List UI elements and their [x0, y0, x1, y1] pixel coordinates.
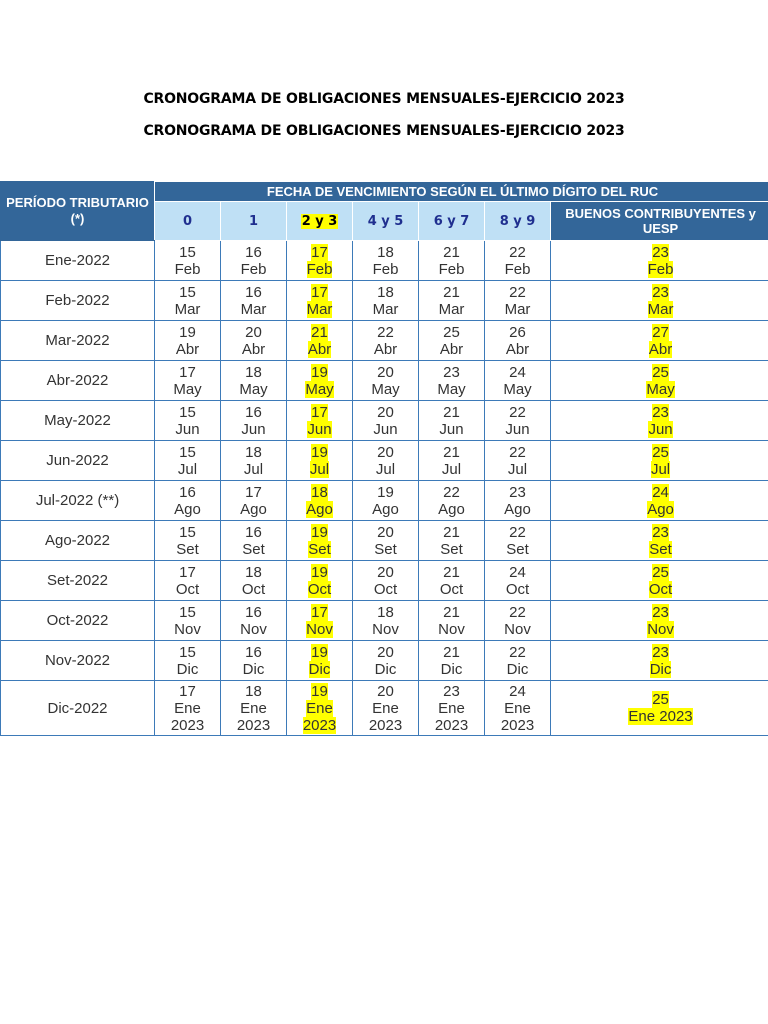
table-row	[1, 241, 768, 281]
buenos-date-part: Set	[649, 540, 672, 558]
period-cell: Feb-2022	[1, 281, 155, 321]
table-row	[1, 361, 768, 401]
due-date-part: Feb	[240, 260, 267, 278]
due-date-part: 22	[509, 443, 526, 461]
due-date-part: Mar	[504, 300, 531, 318]
due-date-part: 16	[245, 243, 262, 261]
buenos-date-cell	[551, 601, 768, 641]
due-date-part: Jun	[373, 420, 398, 438]
due-date-cell	[353, 561, 419, 601]
buenos-date-part: Ene 2023	[628, 708, 693, 725]
due-date-part: 17	[311, 243, 328, 261]
buenos-date-part: 23	[652, 643, 669, 661]
period-cell: Dic-2022	[1, 681, 155, 736]
due-date-cell	[221, 561, 287, 601]
due-date-part: Nov	[504, 620, 531, 638]
buenos-date-part: Mar	[647, 300, 674, 318]
due-date-cell	[353, 521, 419, 561]
due-date-cell	[221, 241, 287, 281]
due-date-cell	[419, 361, 485, 401]
buenos-date-part: May	[646, 380, 675, 398]
due-date-part: 15	[179, 523, 196, 541]
due-date-part: 24	[509, 563, 526, 581]
buenos-date-cell	[551, 321, 768, 361]
due-date-part: 21	[443, 603, 460, 621]
due-date-part: May	[503, 380, 532, 398]
due-date-part: Jun	[241, 420, 266, 438]
due-date-part: Dic	[242, 660, 265, 678]
table-row	[1, 401, 768, 441]
due-date-part: 16	[245, 643, 262, 661]
due-date-cell	[485, 281, 551, 321]
due-date-cell	[419, 481, 485, 521]
due-date-part: Abr	[439, 340, 464, 358]
due-date-part: 22	[377, 323, 394, 341]
due-date-part: 19	[311, 363, 328, 381]
table-row	[1, 641, 768, 681]
due-date-part: Jul	[441, 460, 462, 478]
due-date-part: May	[239, 380, 268, 398]
due-date-part: Set	[440, 540, 463, 558]
due-date-cell	[155, 441, 221, 481]
due-date-part: Ago	[174, 500, 201, 518]
due-date-cell	[419, 641, 485, 681]
due-date-cell-highlighted	[287, 401, 353, 441]
buenos-date-cell	[551, 641, 768, 681]
due-date-part: Jun	[439, 420, 464, 438]
due-date-cell	[485, 361, 551, 401]
due-date-part: Oct	[241, 580, 266, 598]
due-date-part: Dic	[176, 660, 199, 678]
due-date-cell	[221, 281, 287, 321]
due-date-cell-highlighted	[287, 441, 353, 481]
due-date-part: Oct	[175, 580, 200, 598]
buenos-date-cell	[551, 241, 768, 281]
buenos-date-part: Oct	[648, 580, 673, 598]
due-date-cell	[353, 441, 419, 481]
due-date-cell	[485, 561, 551, 601]
due-date-part: 20	[377, 403, 394, 421]
due-date-part: 19	[311, 682, 328, 700]
due-date-part: 21	[443, 563, 460, 581]
due-date-cell-highlighted	[287, 241, 353, 281]
table-row	[1, 321, 768, 361]
due-date-part: 21	[443, 243, 460, 261]
due-date-part: Mar	[174, 300, 201, 318]
due-date-part: 20	[245, 323, 262, 341]
due-date-part: Jul	[177, 460, 198, 478]
due-date-cell	[155, 601, 221, 641]
due-date-part: Set	[176, 540, 199, 558]
buenos-date-cell	[551, 521, 768, 561]
due-date-cell	[485, 441, 551, 481]
due-date-part: 22	[509, 403, 526, 421]
period-header: PERÍODO TRIBUTARIO (*)	[1, 182, 155, 241]
schedule-rows	[1, 241, 768, 736]
due-date-part: 21	[443, 643, 460, 661]
due-date-part: Oct	[373, 580, 398, 598]
due-date-cell	[353, 241, 419, 281]
due-date-cell	[221, 441, 287, 481]
table-row	[1, 521, 768, 561]
period-cell: Set-2022	[1, 561, 155, 601]
due-date-part: 23	[443, 682, 460, 700]
due-date-part: Dic	[308, 660, 331, 678]
due-date-part: Dic	[440, 660, 463, 678]
due-date-cell	[353, 401, 419, 441]
due-date-part: Jun	[175, 420, 200, 438]
due-date-cell-highlighted	[287, 281, 353, 321]
buenos-date-part: 25	[652, 363, 669, 381]
due-date-part: Nov	[306, 620, 333, 638]
due-date-part: Mar	[438, 300, 465, 318]
due-date-cell-highlighted	[287, 361, 353, 401]
due-date-part: Ago	[504, 500, 531, 518]
due-date-part: Nov	[174, 620, 201, 638]
due-date-part: 20	[377, 643, 394, 661]
due-date-part: 15	[179, 283, 196, 301]
due-date-part: 19	[311, 523, 328, 541]
due-date-cell	[221, 361, 287, 401]
due-date-part: Feb	[438, 260, 465, 278]
due-date-part: 17	[179, 682, 196, 700]
due-date-part: 19	[311, 443, 328, 461]
due-date-part: Ene	[240, 699, 267, 717]
buenos-date-part: Jul	[650, 460, 671, 478]
digit-header: 4 y 5	[353, 202, 419, 241]
due-date-part: 24	[509, 682, 526, 700]
due-date-cell-highlighted	[287, 601, 353, 641]
due-date-cell-highlighted	[287, 681, 353, 736]
due-date-cell	[353, 681, 419, 736]
due-date-cell	[155, 241, 221, 281]
due-date-cell	[155, 681, 221, 736]
due-date-part: 17	[179, 563, 196, 581]
due-date-part: Jul	[243, 460, 264, 478]
due-date-part: 17	[311, 603, 328, 621]
due-date-part: Oct	[439, 580, 464, 598]
due-date-cell	[221, 521, 287, 561]
buenos-date-part: 25	[652, 563, 669, 581]
due-date-part: 2023	[434, 716, 469, 734]
due-date-cell	[419, 601, 485, 641]
due-date-cell	[221, 401, 287, 441]
due-date-part: May	[437, 380, 466, 398]
period-cell: Nov-2022	[1, 641, 155, 681]
buenos-date-part: 23	[652, 403, 669, 421]
due-date-part: 17	[245, 483, 262, 501]
due-date-part: 20	[377, 563, 394, 581]
buenos-date-cell	[551, 281, 768, 321]
due-date-part: Ene	[174, 699, 201, 717]
due-date-part: 15	[179, 643, 196, 661]
due-date-part: 21	[311, 323, 328, 341]
due-date-part: 21	[443, 443, 460, 461]
due-date-cell	[485, 601, 551, 641]
due-date-part: 17	[179, 363, 196, 381]
due-date-part: 18	[245, 563, 262, 581]
due-date-part: 2023	[368, 716, 403, 734]
period-cell: Oct-2022	[1, 601, 155, 641]
due-date-part: Abr	[241, 340, 266, 358]
due-date-cell	[221, 641, 287, 681]
due-date-part: Jul	[309, 460, 330, 478]
due-date-part: Jul	[507, 460, 528, 478]
due-date-part: 18	[377, 283, 394, 301]
due-date-cell	[155, 641, 221, 681]
period-cell: May-2022	[1, 401, 155, 441]
due-date-part: Nov	[240, 620, 267, 638]
due-date-part: 22	[509, 523, 526, 541]
due-date-cell	[485, 681, 551, 736]
due-date-part: 15	[179, 403, 196, 421]
due-date-part: May	[305, 380, 334, 398]
due-date-part: May	[173, 380, 202, 398]
due-date-cell	[221, 481, 287, 521]
due-date-cell	[155, 561, 221, 601]
period-cell: Abr-2022	[1, 361, 155, 401]
due-date-part: Ago	[240, 500, 267, 518]
due-date-header: FECHA DE VENCIMIENTO SEGÚN EL ÚLTIMO DÍGITO DEL RUC	[155, 182, 768, 202]
due-date-part: Ene	[504, 699, 531, 717]
due-date-part: 16	[245, 283, 262, 301]
due-date-part: 22	[509, 603, 526, 621]
due-date-part: Feb	[372, 260, 399, 278]
buenos-date-part: 24	[652, 483, 669, 501]
due-date-cell	[485, 321, 551, 361]
due-date-part: Set	[374, 540, 397, 558]
buenos-date-part: Abr	[648, 340, 673, 358]
due-date-part: 20	[377, 363, 394, 381]
due-date-part: 16	[245, 523, 262, 541]
due-date-part: Oct	[307, 580, 332, 598]
due-date-cell	[353, 281, 419, 321]
due-date-part: Nov	[372, 620, 399, 638]
buenos-date-part: Jun	[648, 420, 673, 438]
due-date-part: 21	[443, 403, 460, 421]
due-date-part: Nov	[438, 620, 465, 638]
due-date-part: 20	[377, 682, 394, 700]
due-date-cell	[419, 321, 485, 361]
due-date-part: 18	[311, 483, 328, 501]
schedule-table	[0, 181, 768, 736]
due-date-part: 23	[443, 363, 460, 381]
buenos-date-part: Nov	[647, 620, 674, 638]
digit-header: 8 y 9	[485, 202, 551, 241]
due-date-part: Ene	[372, 699, 399, 717]
buenos-date-part: 23	[652, 603, 669, 621]
due-date-part: 18	[377, 603, 394, 621]
due-date-part: 20	[377, 443, 394, 461]
due-date-part: Mar	[240, 300, 267, 318]
due-date-part: 19	[311, 643, 328, 661]
due-date-part: 15	[179, 603, 196, 621]
period-cell: Ago-2022	[1, 521, 155, 561]
due-date-cell-highlighted	[287, 481, 353, 521]
period-cell: Jun-2022	[1, 441, 155, 481]
table-row	[1, 681, 768, 736]
due-date-part: 19	[377, 483, 394, 501]
due-date-part: Ago	[306, 500, 333, 518]
buenos-date-cell	[551, 481, 768, 521]
due-date-part: Feb	[504, 260, 531, 278]
due-date-cell	[155, 481, 221, 521]
buenos-date-part: 23	[652, 283, 669, 301]
digit-header: 6 y 7	[419, 202, 485, 241]
period-cell: Jul-2022 (**)	[1, 481, 155, 521]
table-row	[1, 441, 768, 481]
due-date-part: Feb	[174, 260, 201, 278]
due-date-part: Jul	[375, 460, 396, 478]
due-date-part: 22	[509, 643, 526, 661]
due-date-part: Abr	[175, 340, 200, 358]
due-date-cell-highlighted	[287, 321, 353, 361]
buenos-date-cell	[551, 361, 768, 401]
buenos-date-part: 25	[652, 443, 669, 461]
buenos-date-part: Feb	[647, 260, 674, 278]
buenos-date-part: 27	[652, 323, 669, 341]
due-date-part: May	[371, 380, 400, 398]
due-date-part: 19	[311, 563, 328, 581]
due-date-part: 18	[245, 363, 262, 381]
due-date-cell	[485, 481, 551, 521]
buenos-date-part: 23	[652, 243, 669, 261]
due-date-part: 19	[179, 323, 196, 341]
period-cell: Ene-2022	[1, 241, 155, 281]
due-date-cell	[419, 241, 485, 281]
buenos-date-cell	[551, 561, 768, 601]
due-date-cell	[485, 241, 551, 281]
due-date-cell	[155, 321, 221, 361]
page-subtitle: CRONOGRAMA DE OBLIGACIONES MENSUALES-EJERCICIO 2023	[143, 123, 625, 139]
due-date-part: 2023	[236, 716, 271, 734]
due-date-cell	[419, 401, 485, 441]
due-date-cell	[221, 321, 287, 361]
due-date-part: Ago	[438, 500, 465, 518]
buenos-date-cell	[551, 401, 768, 441]
due-date-part: Oct	[505, 580, 530, 598]
due-date-part: 21	[443, 523, 460, 541]
due-date-part: Dic	[374, 660, 397, 678]
due-date-cell	[485, 521, 551, 561]
table-row	[1, 601, 768, 641]
due-date-cell	[353, 361, 419, 401]
page-title: CRONOGRAMA DE OBLIGACIONES MENSUALES-EJERCICIO 2023	[143, 91, 625, 107]
digit-header: 0	[155, 202, 221, 241]
period-cell: Mar-2022	[1, 321, 155, 361]
due-date-cell	[419, 441, 485, 481]
due-date-part: Jun	[307, 420, 332, 438]
due-date-part: Jun	[505, 420, 530, 438]
table-row	[1, 281, 768, 321]
buenos-date-part: Dic	[649, 660, 672, 678]
table-row	[1, 481, 768, 521]
due-date-part: 24	[509, 363, 526, 381]
due-date-cell	[155, 361, 221, 401]
due-date-part: 26	[509, 323, 526, 341]
due-date-part: Abr	[373, 340, 398, 358]
due-date-part: 22	[509, 243, 526, 261]
due-date-cell	[155, 281, 221, 321]
due-date-part: 23	[509, 483, 526, 501]
due-date-part: 2023	[302, 716, 337, 734]
due-date-part: 25	[443, 323, 460, 341]
due-date-part: Mar	[372, 300, 399, 318]
buenos-date-part: Ago	[647, 500, 674, 518]
due-date-cell	[485, 641, 551, 681]
due-date-cell	[353, 641, 419, 681]
table-row	[1, 561, 768, 601]
digit-header-highlighted: 2 y 3	[287, 202, 353, 241]
due-date-part: Ago	[372, 500, 399, 518]
due-date-part: Set	[506, 540, 529, 558]
due-date-part: 20	[377, 523, 394, 541]
buenos-date-cell	[551, 681, 768, 736]
due-date-part: 18	[245, 443, 262, 461]
due-date-part: Feb	[306, 260, 333, 278]
due-date-part: 17	[311, 283, 328, 301]
due-date-part: 16	[245, 403, 262, 421]
buenos-date-part: 25	[652, 691, 669, 708]
due-date-cell	[155, 521, 221, 561]
due-date-cell	[419, 681, 485, 736]
due-date-cell-highlighted	[287, 521, 353, 561]
due-date-part: 22	[509, 283, 526, 301]
due-date-cell	[419, 521, 485, 561]
due-date-part: 22	[443, 483, 460, 501]
due-date-part: Abr	[505, 340, 530, 358]
due-date-part: 18	[245, 682, 262, 700]
due-date-part: 2023	[500, 716, 535, 734]
due-date-cell-highlighted	[287, 641, 353, 681]
due-date-part: 17	[311, 403, 328, 421]
due-date-part: Ene	[306, 699, 333, 717]
due-date-part: Mar	[306, 300, 333, 318]
buenos-date-cell	[551, 441, 768, 481]
due-date-cell	[221, 681, 287, 736]
due-date-part: 18	[377, 243, 394, 261]
due-date-cell	[419, 281, 485, 321]
due-date-cell	[353, 321, 419, 361]
due-date-cell	[419, 561, 485, 601]
digit-header: 1	[221, 202, 287, 241]
due-date-part: 16	[179, 483, 196, 501]
due-date-part: 21	[443, 283, 460, 301]
due-date-part: Dic	[506, 660, 529, 678]
due-date-part: Set	[242, 540, 265, 558]
due-date-part: 2023	[170, 716, 205, 734]
due-date-part: 15	[179, 443, 196, 461]
due-date-part: 15	[179, 243, 196, 261]
due-date-cell	[155, 401, 221, 441]
due-date-part: 16	[245, 603, 262, 621]
buenos-contribuyentes-header: BUENOS CONTRIBUYENTES y UESP	[551, 202, 768, 241]
due-date-part: Set	[308, 540, 331, 558]
buenos-date-part: 23	[652, 523, 669, 541]
due-date-cell	[221, 601, 287, 641]
due-date-cell	[485, 401, 551, 441]
due-date-cell	[353, 601, 419, 641]
due-date-part: Ene	[438, 699, 465, 717]
due-date-part: Abr	[307, 340, 332, 358]
due-date-cell	[353, 481, 419, 521]
due-date-cell-highlighted	[287, 561, 353, 601]
